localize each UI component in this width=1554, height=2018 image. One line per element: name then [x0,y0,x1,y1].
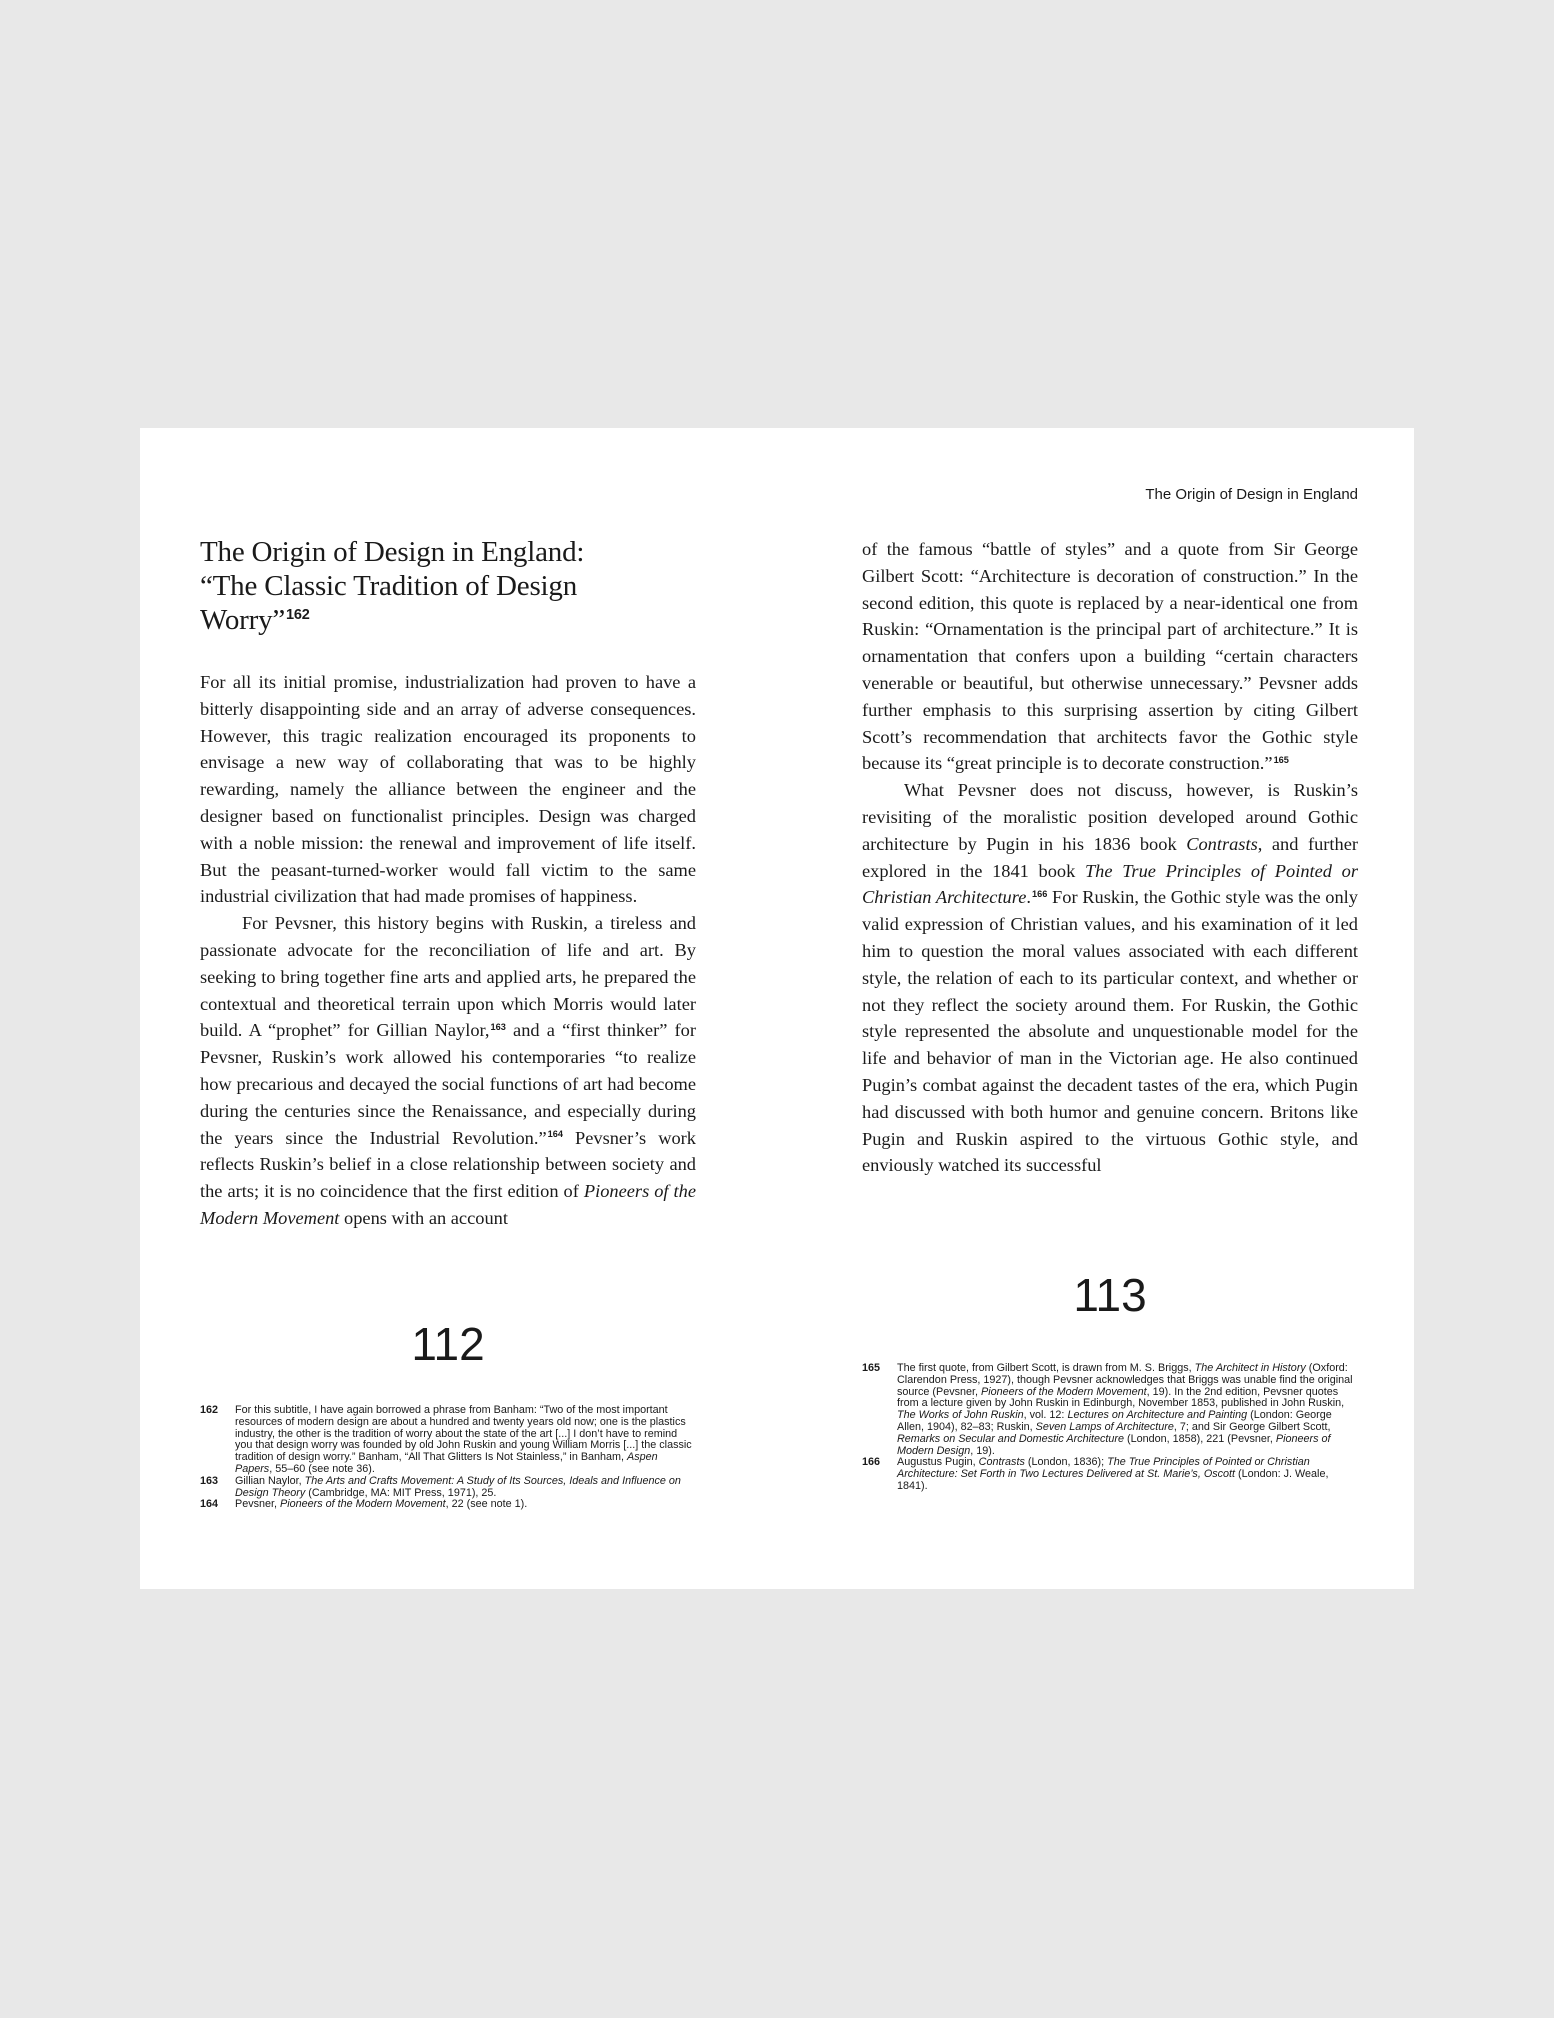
text-run: For Pevsner, this history begins with Ruskin, a tireless and passionate advocate for the reconciliation of life and art. By seeking to bring together fine arts and applied arts, he prepared the contextual and theoretical terrain upon which Morris would later build. A “prophet” for Gillian Naylor, [200,913,696,1041]
paragraph [862,536,1358,777]
paragraph: For all its initial promise, industrialization had proven to have a bitterly disappointing side and an array of adverse consequences. However, this tragic realization encouraged its proponents to envisage a new way of collaborating that was to be highly rewarding, namely the alliance between the engineer and the designer based on functionalist principles. Design was charged with a noble mission: the renewal and improvement of life itself. But the peasant-turned-worker would fall victim to the same industrial civilization that had made promises of happiness. [200,672,696,907]
paragraph [200,910,696,1232]
footnote-ref-165[interactable]: 165 [1273,754,1289,765]
chapter-title-line-1: The Origin of Design in England: [200,536,585,568]
footnote-163 [200,1476,696,1500]
text-run: (Oxford: Clarendon Press, 1927), though Pevsner acknowledges that Briggs was unable find the original source (Pevsner, [897,1362,1353,1398]
footnote-text [235,1476,696,1500]
book-spread [140,428,1414,1589]
footnote-164 [200,1499,696,1511]
footnote-number: 162 [200,1404,219,1416]
footnote-text [235,1405,696,1476]
text-run: opens with an account [339,1207,508,1228]
footnote-number: 163 [200,1474,219,1487]
text-run: What Pevsner does not discuss, however, is Ruskin’s revisiting of the moralistic position developed around Gothic architecture by Pugin in his 1836 book [862,780,1358,854]
footnotes [200,1405,696,1511]
italic-title: Pioneers of the Modern Movement [200,1181,696,1228]
paragraph [862,777,1358,1179]
italic-title: Remarks on Secular and Domestic Architecture [897,1432,1125,1445]
chapter-title-line-3: Worry” [200,604,286,636]
italic-title: The Arts and Crafts Movement: A Study of Its Sources, Ideals and Influence on Design Theory [235,1474,681,1499]
text-run: of the famous “battle of styles” and a quote from Sir George Gilbert Scott: “Architecture is decoration of construction.” In the second edition, this quote is replaced by a near-identical one from Ruskin: “Ornamentation is the principal part of architecture.” It is ornamentation that confers upon a building “certain characters venerable or beautiful, but otherwise unnecessary.” Pevsner adds further emphasis to this surprising assertion by citing Gilbert Scott’s recommendation that architects favor the Gothic style because its “great principle is to decorate construction.” [862,539,1358,774]
page-number: 112 [411,1318,485,1370]
text-run: Gillian Naylor, [235,1474,305,1487]
text-run: Augustus Pugin, [897,1456,979,1469]
footnote-text [897,1363,1358,1457]
footnote-162 [200,1405,696,1476]
text-run: , vol. 12: [1023,1409,1068,1422]
footnote-text [897,1457,1358,1492]
italic-title: Aspen Papers [235,1451,658,1475]
text-run: , 22 (see note 1). [445,1498,528,1511]
chapter-title [200,535,670,637]
footnote-165 [862,1363,1358,1457]
italic-title: Pioneers of the Modern Movement [981,1385,1147,1398]
italic-title: Lectures on Architecture and Painting [1067,1409,1248,1422]
italic-title: Seven Lamps of Architecture [1035,1420,1174,1433]
footnote-ref-163[interactable]: 163 [490,1021,506,1032]
footnote-ref-164[interactable]: 164 [547,1129,563,1140]
footnote-ref-166[interactable]: 166 [1032,888,1048,899]
right-body-text [862,536,1358,1179]
footnotes [862,1363,1358,1493]
italic-title: Contrasts [978,1456,1025,1469]
italic-title: The Works of John Ruskin [897,1409,1024,1422]
text-run: . [1026,887,1031,908]
running-head: The Origin of Design in England [1145,486,1358,503]
chapter-title-line-2: “The Classic Tradition of Design [200,570,578,602]
italic-title: The True Principles of Pointed or Christian Architecture: Set Forth in Two Lectures Delivered at St. Marie’s, Oscott [897,1456,1310,1481]
text-run: (London, 1858), 221 (Pevsner, [1124,1432,1276,1445]
footnote-number: 166 [862,1456,881,1469]
text-run: and a “first thinker” for Pevsner, Ruskin’s work allowed his contemporaries “to realize how precarious and decayed the social functions of art had become during the centuries since the Renaissance, and especially during the years since the Industrial Revolution.” [200,1020,696,1148]
text-run: (London: J. Weale, 1841). [897,1468,1329,1492]
text-run: (London, 1836); [1024,1456,1108,1469]
italic-title: The True Principles of Pointed or Christian Architecture [862,860,1358,908]
text-run: (Cambridge, MA: MIT Press, 1971), 25. [305,1486,497,1499]
text-run: , 19). [970,1444,995,1457]
text-run: For Ruskin, the Gothic style was the only valid expression of Christian values, and his examination of it led him to question the moral values associated with each different style, the relation of each to its particular context, and whether or not they reflect the society around them. For Ruskin, the Gothic style represented the absolute and unquestionable model for the life and behavior of man in the Victorian age. He also continued Pugin’s combat against the decadent tastes of the era, which Pugin had discussed with both humor and genuine concern. Britons like Pugin and Ruskin aspired to the virtuous Gothic style, and enviously watched its successful [862,887,1358,1176]
italic-title: Contrasts [1186,833,1258,854]
text-run: Pevsner, [235,1498,281,1511]
text-run: (London: George Allen, 1904), 82–83; Ruskin, [897,1409,1332,1433]
footnote-ref-162[interactable]: 162 [286,606,310,623]
text-run: , 19). In the 2nd edition, Pevsner quotes from a lecture given by John Ruskin in Edinburgh, November 1853, published in John Ruskin, [897,1385,1345,1410]
text-run: For this subtitle, I have again borrowed a phrase from Banham: “Two of the most important resources of modern design are about a hundred and twenty years old now; one is the plastics industry, the other is the tradition of worry about the state of the art [...] I don’t have to remind you that design worry was founded by old John Ruskin and young William Morris [...] the classic tradition of design worry.” Banham, “All That Glitters Is Not Stainless,” in Banham, [235,1404,692,1464]
text-run: , and further explored in the 1841 book [862,833,1358,881]
italic-title: Pioneers of the Modern Movement [280,1498,446,1511]
footnote-166 [862,1457,1358,1492]
italic-title: Pioneers of Modern Design [897,1432,1331,1457]
footnote-number: 164 [200,1498,219,1511]
left-body-text [200,669,696,1232]
footnote-text [235,1499,696,1511]
page-number: 113 [1073,1269,1147,1321]
text-run: Pevsner’s work reflects Ruskin’s belief in a close relationship between society and the arts; it is no coincidence that the first edition of [200,1127,696,1202]
text-run: , 7; and Sir George Gilbert Scott, [1173,1420,1331,1433]
text-run: The first quote, from Gilbert Scott, is drawn from M. S. Briggs, [897,1362,1195,1374]
footnote-number: 165 [862,1362,881,1374]
text-run: , 55–60 (see note 36). [269,1462,375,1475]
italic-title: The Architect in History [1194,1362,1306,1374]
